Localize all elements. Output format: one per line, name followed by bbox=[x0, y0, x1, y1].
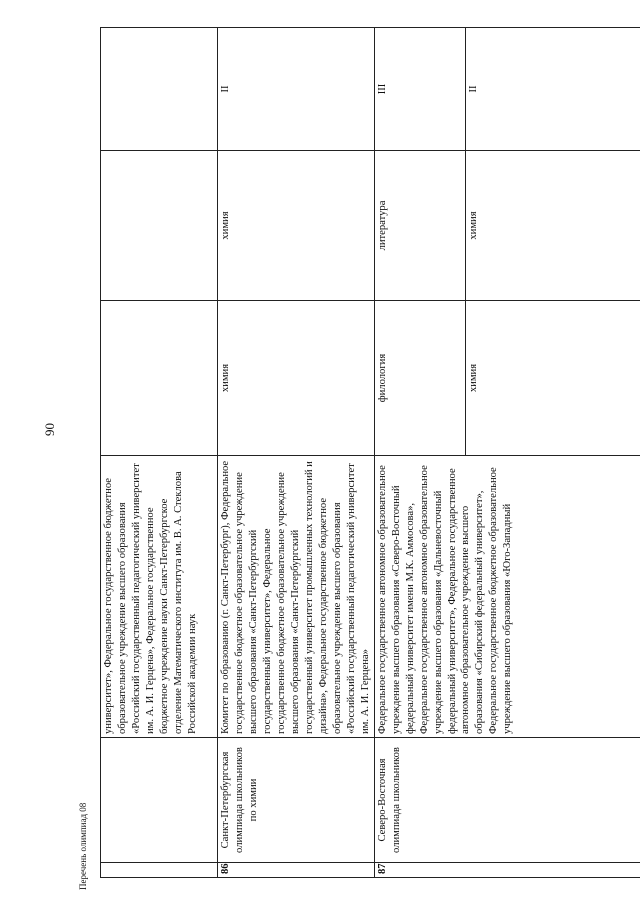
row-number: 86 bbox=[218, 863, 375, 878]
olympiad-name: Северо-Восточная олимпиада школьников bbox=[374, 738, 640, 863]
subject-cell: химия bbox=[218, 151, 375, 301]
profile-cell bbox=[101, 301, 218, 456]
table-row bbox=[218, 28, 375, 878]
level-cell bbox=[101, 28, 218, 151]
footer-label: Перечень олимпиад 08 bbox=[78, 802, 88, 890]
level-cell: III bbox=[374, 28, 465, 151]
profile-cell: химия bbox=[218, 301, 375, 456]
table-row bbox=[374, 28, 465, 878]
olympiad-table bbox=[100, 27, 640, 878]
table-row bbox=[101, 28, 218, 878]
page-number: 90 bbox=[42, 423, 57, 436]
subject-cell: литература bbox=[374, 151, 465, 301]
organizer-text: Комитет по образованию (г. Санкт-Петербург), Федеральное государственное бюджетное образовательное учреждение высшего образования «Санкт-Петербургский государственный университет», Федеральное государственное бюджетное образовательное учреждение высшего образования «Санкт-Петербургский государственный университет промышленных технологий и дизайна», Федеральное государственное бюджетное образовательное учреждение высшего образования «Российский государственный педагогический университет им. А. И. Герцена» bbox=[218, 456, 375, 738]
subject-cell bbox=[101, 151, 218, 301]
row-number bbox=[101, 863, 218, 878]
organizer-text: Федеральное государственное автономное образовательное учреждение высшего образования «Северо-Восточный федеральный университет имени М.К. Аммосова», Федеральное государственное автономное образовательное учреждение высшего образования «Дальневосточный федеральный университет», Федеральное государственное автономное образовательное учреждение высшего образования «Сибирский федеральный университет», Федеральное государственное бюджетное образовательное учреждение высшего образования «Юго-Западный bbox=[374, 456, 640, 738]
profile-cell: химия bbox=[465, 301, 640, 456]
olympiad-name: Санкт-Петербургская олимпиада школьников по химии bbox=[218, 738, 375, 863]
row-number: 87 bbox=[374, 863, 640, 878]
olympiad-name bbox=[101, 738, 218, 863]
organizer-text: университет», Федеральное государственное бюджетное образовательное учреждение высшего образования «Российский государственный педагогический университет им. А. И. Герцена», Федеральное государственное бюджетное учреждение науки Санкт-Петербургское отделение Математического института им. В. А. Стеклова Российской академии наук bbox=[101, 456, 218, 738]
level-cell: II bbox=[465, 28, 640, 151]
profile-cell: филология bbox=[374, 301, 465, 456]
olympiad-table-container bbox=[100, 28, 640, 878]
subject-cell: химия bbox=[465, 151, 640, 301]
level-cell: II bbox=[218, 28, 375, 151]
